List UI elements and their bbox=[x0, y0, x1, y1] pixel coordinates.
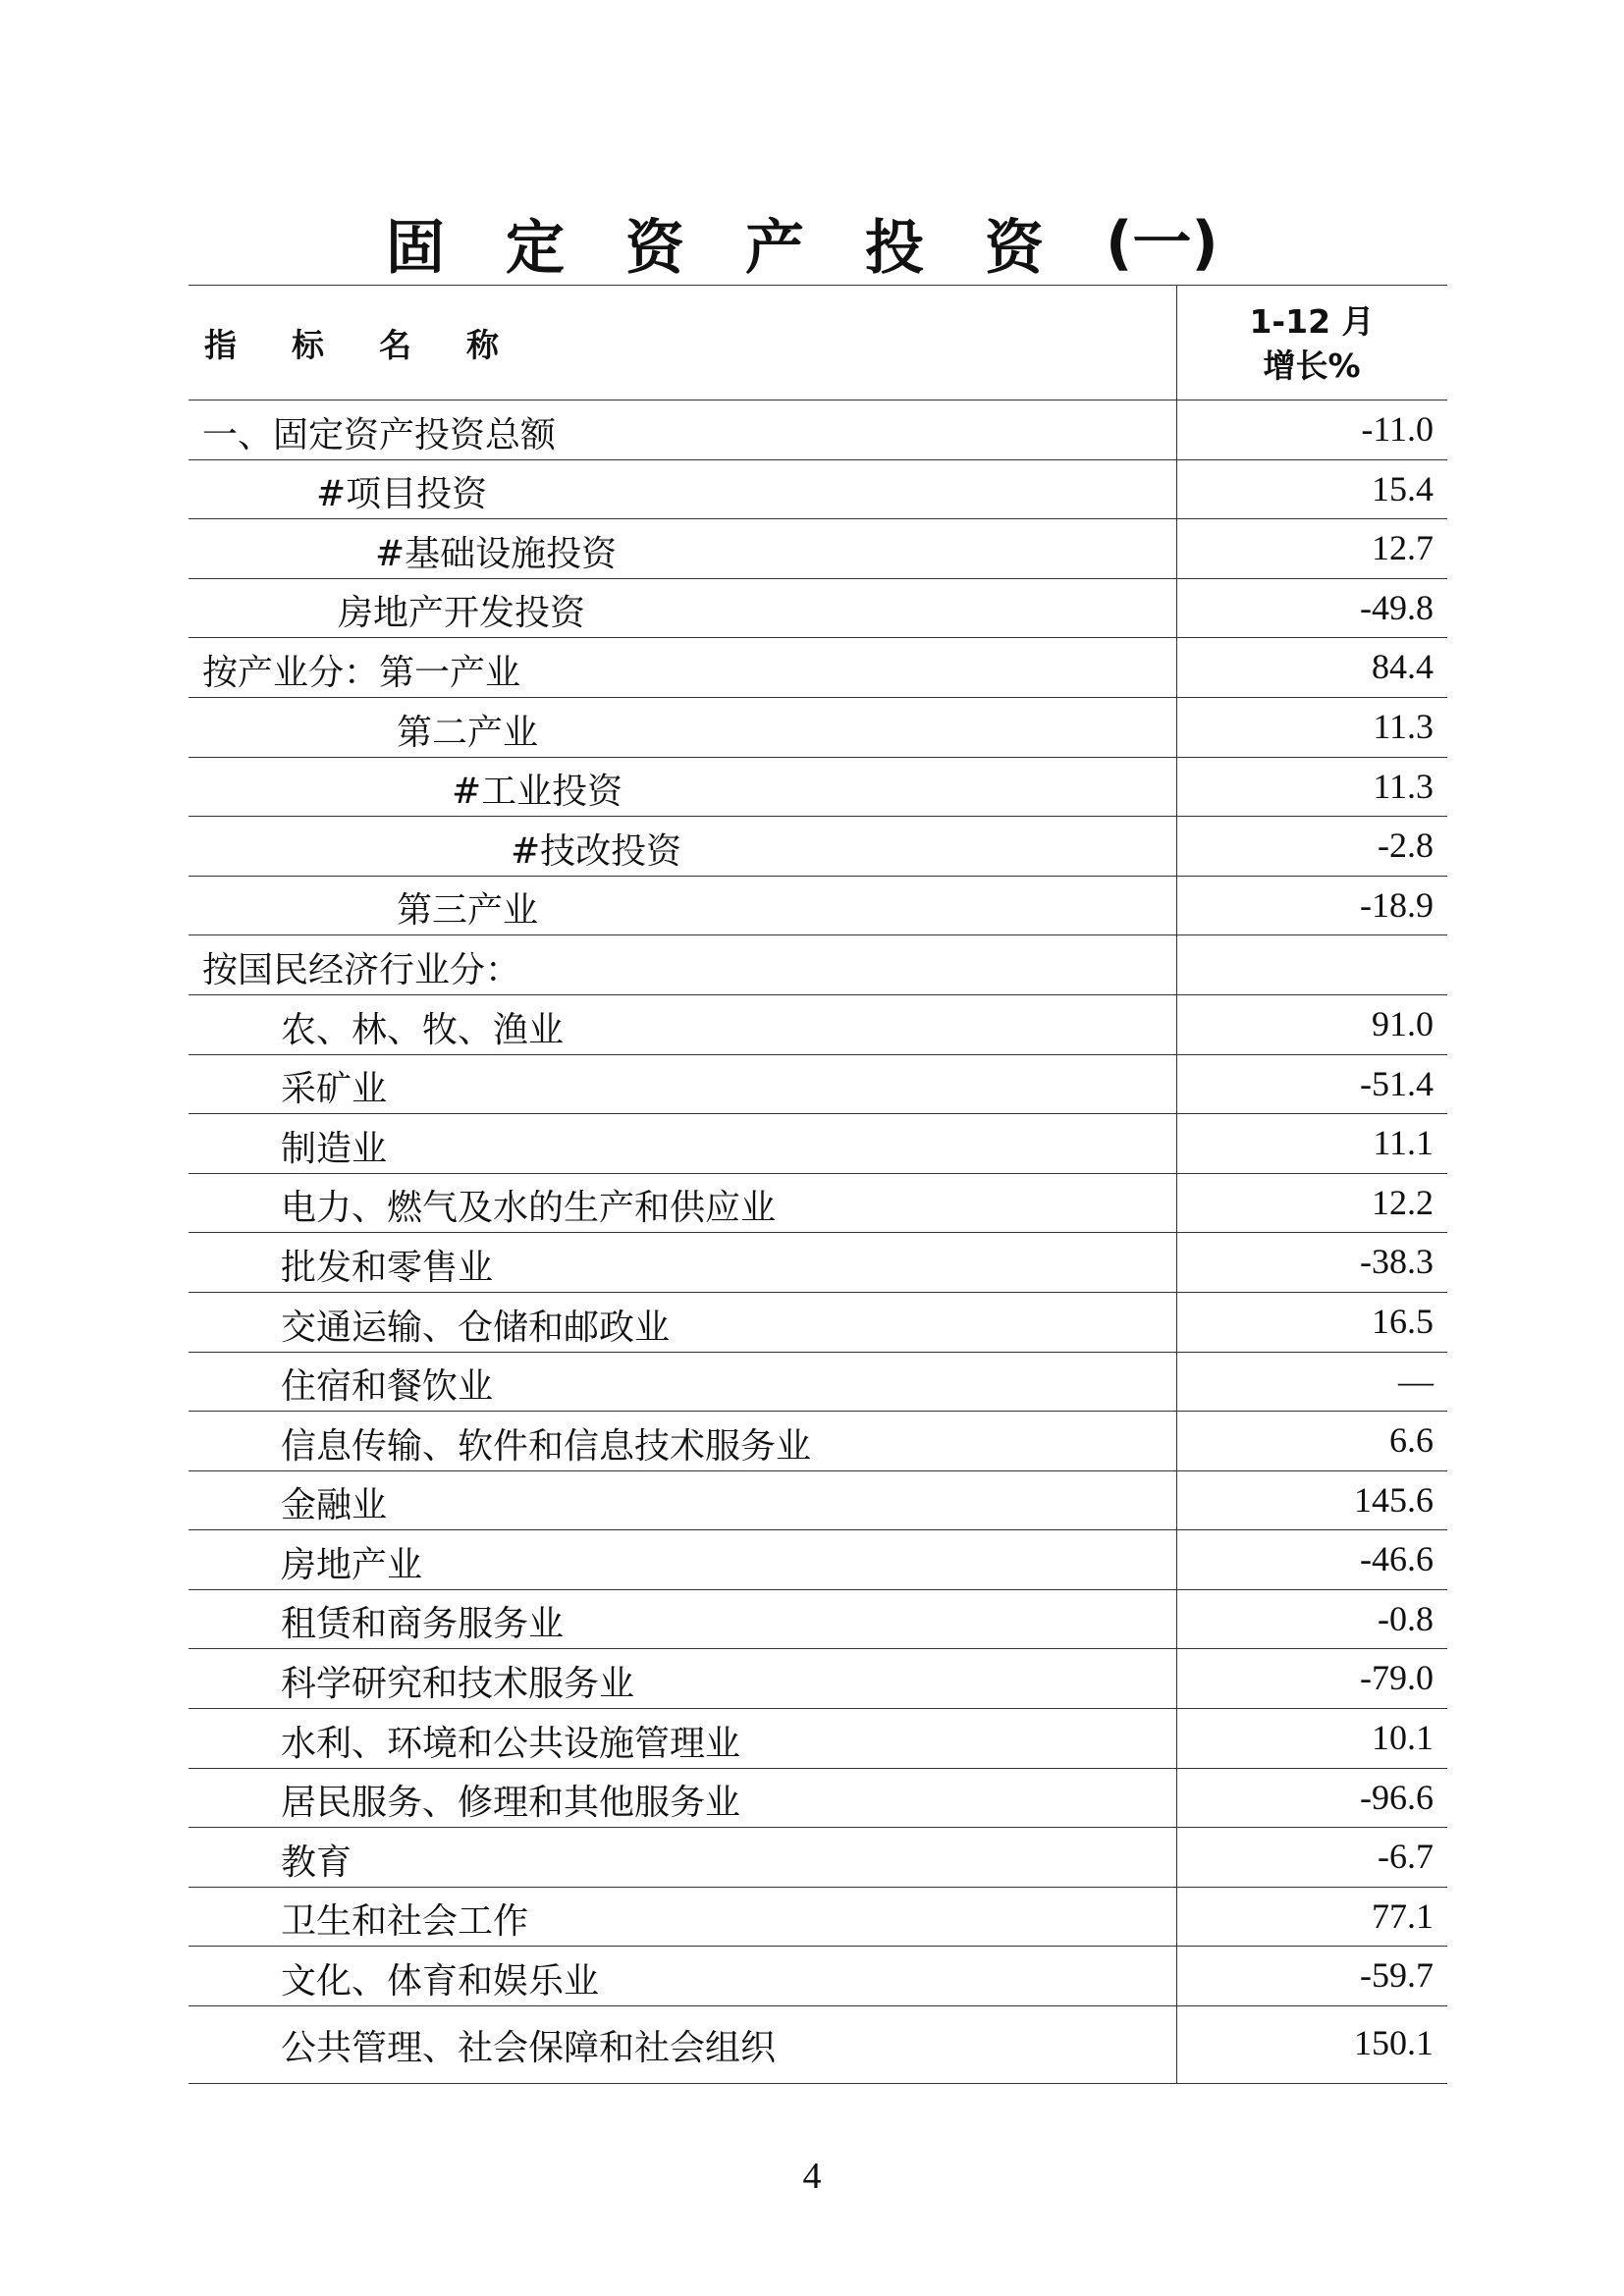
row-label: 采矿业 bbox=[281, 1069, 388, 1110]
row-value: 6.6 bbox=[1389, 1420, 1434, 1461]
table-row bbox=[189, 579, 1447, 639]
row-label: #项目投资 bbox=[316, 474, 488, 515]
row-label: 租赁和商务服务业 bbox=[281, 1604, 565, 1645]
row-value: -59.7 bbox=[1360, 1955, 1434, 1996]
table-row bbox=[189, 1353, 1447, 1413]
row-value: 16.5 bbox=[1372, 1301, 1434, 1341]
period-label: 1-12 月 bbox=[1249, 302, 1375, 341]
table-row bbox=[189, 1293, 1447, 1353]
row-value: -11.0 bbox=[1361, 409, 1434, 449]
row-label: 房地产开发投资 bbox=[338, 593, 586, 634]
title-char: 定 bbox=[506, 214, 565, 283]
title-main bbox=[386, 199, 1044, 288]
row-value: 12.2 bbox=[1372, 1182, 1434, 1222]
row-label: 水利、环境和公共设施管理业 bbox=[281, 1723, 741, 1764]
table-row bbox=[189, 638, 1447, 698]
row-value: -49.8 bbox=[1360, 587, 1434, 627]
title-suffix: (一) bbox=[1106, 209, 1218, 278]
row-value: 145.6 bbox=[1354, 1479, 1434, 1520]
row-value: 91.0 bbox=[1372, 1003, 1434, 1043]
title-char: 投 bbox=[865, 214, 924, 283]
row-label: 交通运输、仓储和邮政业 bbox=[281, 1307, 671, 1348]
table-row bbox=[189, 995, 1447, 1055]
header-char: 指 bbox=[204, 325, 237, 364]
row-value: 12.7 bbox=[1372, 528, 1434, 568]
table-row bbox=[189, 519, 1447, 579]
row-label: 第三产业 bbox=[397, 890, 539, 932]
row-label: #技改投资 bbox=[511, 830, 682, 872]
table-row bbox=[189, 877, 1447, 936]
row-label: 按产业分：第一产业 bbox=[202, 652, 521, 693]
header-char: 标 bbox=[292, 325, 324, 364]
row-label: 信息传输、软件和信息技术服务业 bbox=[281, 1425, 812, 1467]
row-value: -46.6 bbox=[1360, 1539, 1434, 1579]
row-label: 居民服务、修理和其他服务业 bbox=[281, 1783, 741, 1824]
table-row bbox=[189, 1114, 1447, 1174]
table-row bbox=[189, 1174, 1447, 1234]
row-label: 卫生和社会工作 bbox=[281, 1901, 529, 1943]
row-label: #工业投资 bbox=[452, 772, 623, 813]
row-value: -0.8 bbox=[1378, 1598, 1434, 1638]
header-char: 称 bbox=[466, 325, 499, 364]
row-value: -38.3 bbox=[1360, 1242, 1434, 1282]
table-row bbox=[189, 1530, 1447, 1590]
row-label: 农、林、牧、渔业 bbox=[281, 1009, 565, 1050]
table-row bbox=[189, 1828, 1447, 1888]
row-value: -6.7 bbox=[1378, 1837, 1434, 1877]
row-label: 公共管理、社会保障和社会组织 bbox=[281, 2027, 777, 2068]
row-value: 11.3 bbox=[1373, 706, 1434, 746]
row-label: 金融业 bbox=[281, 1485, 388, 1526]
table-row bbox=[189, 935, 1447, 995]
row-label: 教育 bbox=[281, 1842, 352, 1883]
row-value: -96.6 bbox=[1360, 1777, 1434, 1817]
row-label: 批发和零售业 bbox=[281, 1247, 494, 1288]
table-row bbox=[189, 817, 1447, 877]
table-row bbox=[189, 1055, 1447, 1115]
row-value: 10.1 bbox=[1372, 1718, 1434, 1758]
row-value: 77.1 bbox=[1372, 1896, 1434, 1936]
table-row bbox=[189, 698, 1447, 758]
table-row bbox=[189, 1709, 1447, 1769]
table-header bbox=[189, 286, 1447, 400]
row-label: 一、固定资产投资总额 bbox=[202, 414, 557, 455]
table-row bbox=[189, 2006, 1447, 2083]
growth-header bbox=[1176, 299, 1447, 388]
row-value: -79.0 bbox=[1360, 1658, 1434, 1698]
page-number: 4 bbox=[802, 2156, 822, 2197]
row-label: 房地产业 bbox=[281, 1544, 423, 1585]
row-value: 11.1 bbox=[1373, 1123, 1434, 1163]
row-value: — bbox=[1398, 1361, 1434, 1401]
table-row bbox=[189, 758, 1447, 818]
row-label: 文化、体育和娱乐业 bbox=[281, 1961, 600, 2002]
table-row bbox=[189, 1769, 1447, 1829]
table-row bbox=[189, 460, 1447, 520]
row-value: 84.4 bbox=[1372, 647, 1434, 687]
row-value: -51.4 bbox=[1360, 1063, 1434, 1103]
table-row bbox=[189, 1233, 1447, 1293]
metric-label: 增长% bbox=[1263, 347, 1361, 385]
table-row bbox=[189, 1888, 1447, 1948]
row-value bbox=[1176, 935, 1434, 994]
row-value: -18.9 bbox=[1360, 884, 1434, 925]
row-label: #基础设施投资 bbox=[375, 533, 618, 574]
row-label: 按国民经济行业分： bbox=[202, 949, 521, 990]
indicator-name-header bbox=[204, 286, 499, 400]
row-value: 15.4 bbox=[1372, 468, 1434, 508]
table-row bbox=[189, 400, 1447, 460]
row-label: 住宿和餐饮业 bbox=[281, 1366, 494, 1408]
row-value: 150.1 bbox=[1354, 2023, 1434, 2063]
page-title bbox=[0, 199, 1624, 288]
header-char: 名 bbox=[379, 325, 411, 364]
title-char: 产 bbox=[745, 214, 804, 283]
row-label: 电力、燃气及水的生产和供应业 bbox=[281, 1188, 777, 1229]
row-label: 制造业 bbox=[281, 1128, 388, 1169]
row-label: 第二产业 bbox=[397, 712, 539, 753]
row-value: -2.8 bbox=[1378, 826, 1434, 866]
title-char: 资 bbox=[985, 214, 1044, 283]
row-label: 科学研究和技术服务业 bbox=[281, 1664, 635, 1705]
table-row bbox=[189, 1649, 1447, 1709]
table-row bbox=[189, 1412, 1447, 1471]
investment-table bbox=[189, 285, 1447, 2084]
title-char: 固 bbox=[386, 214, 445, 283]
title-char: 资 bbox=[625, 214, 684, 283]
table-row bbox=[189, 1590, 1447, 1650]
row-value: 11.3 bbox=[1373, 766, 1434, 806]
table-row bbox=[189, 1471, 1447, 1531]
table-row bbox=[189, 1947, 1447, 2006]
